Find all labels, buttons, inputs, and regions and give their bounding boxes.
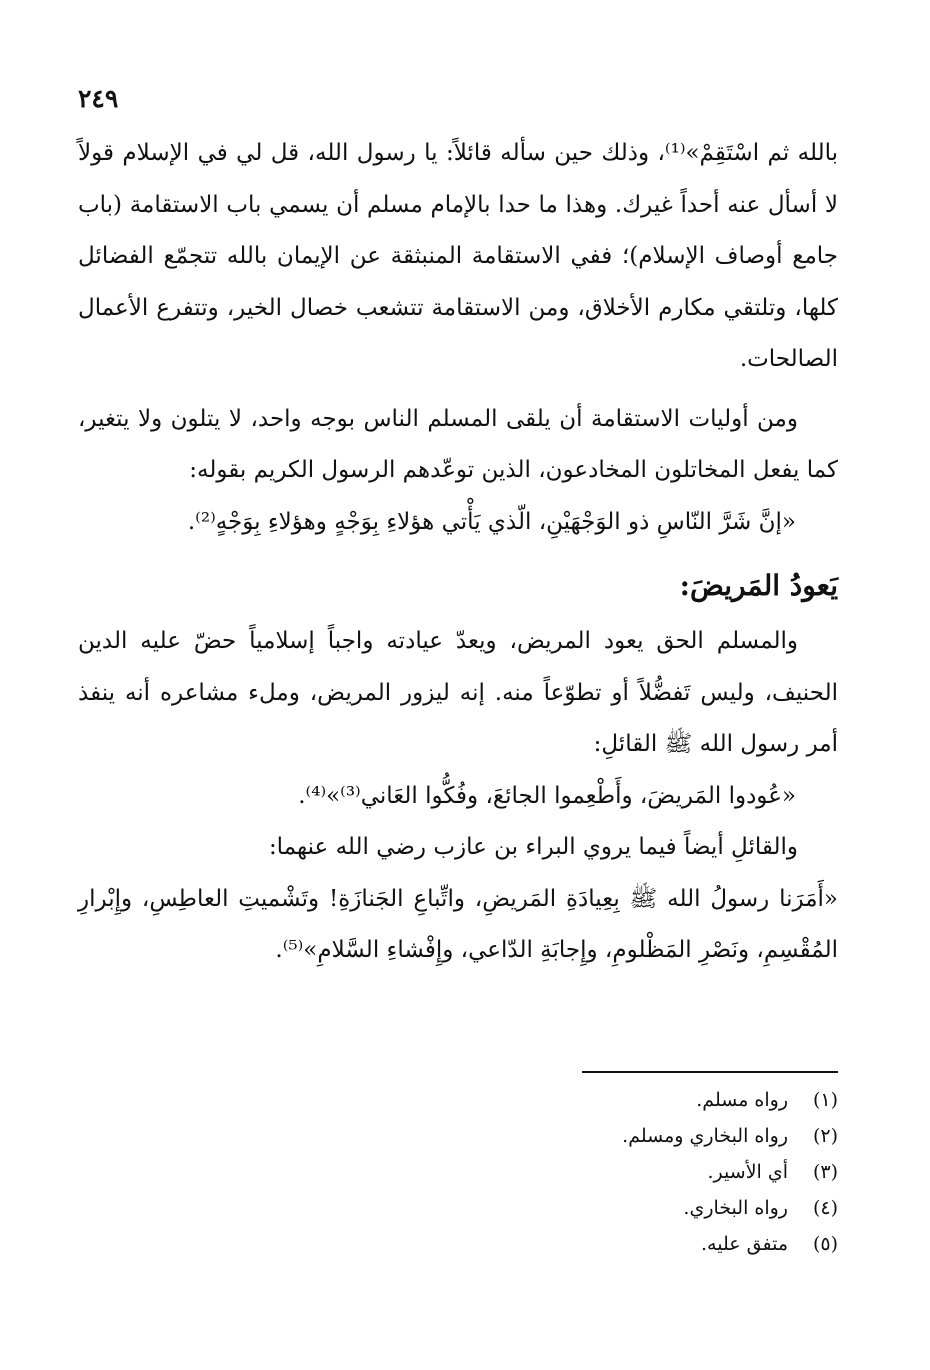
paragraph-istiqama-continuation: بالله ثم اسْتَقِمْ»⁽¹⁾، وذلك حين سأله قائلاً: يا رسول الله، قل لي في الإسلام قولاً لا أسأل عنه أحداً غيرك. وهذا ما حدا بالإمام مسلم أن يسمي باب الاستقامة (باب جامع أوصاف الإسلام)؛ ففي الاستقامة المنبثقة عن الإيمان بالله تتجمّع الفضائل كلها، وتلتقي مكارم الأخلاق، ومن الاستقامة تتشعب خصال الخير، وتتفرع الأعمال الصالحات. xyxy=(78,140,838,372)
footnote-item xyxy=(78,1118,838,1154)
footnote-text: متفق عليه. xyxy=(701,1233,788,1255)
footnote-number: (٣) xyxy=(812,1161,838,1183)
body-text xyxy=(78,128,838,977)
footnote-item xyxy=(78,1226,838,1262)
footnote-text: رواه البخاري. xyxy=(683,1197,788,1219)
footnotes-list xyxy=(78,1082,838,1262)
footnote-item xyxy=(78,1154,838,1190)
footnote-number: (٤) xyxy=(812,1197,838,1219)
paragraph-one-face: ومن أوليات الاستقامة أن يلقى المسلم الناس بوجه واحد، لا يتلون ولا يتغير، كما يفعل المخاتلون المخادعون، الذين توعّدهم الرسول الكريم بقوله: xyxy=(78,405,838,483)
footnote-item xyxy=(78,1190,838,1226)
paragraph-bara-narration: والقائلِ أيضاً فيما يروي البراء بن عازب رضي الله عنهما: xyxy=(268,834,798,860)
page-number: ٢٤٩ xyxy=(78,84,119,113)
footnote-text: رواه البخاري ومسلم. xyxy=(622,1125,788,1147)
footnote-item xyxy=(78,1082,838,1118)
footnote-text: أي الأسير. xyxy=(707,1161,788,1183)
hadith-two-faced: «إنَّ شَرَّ النّاسِ ذو الوَجْهَيْنِ، الّذي يَأْتي هؤلاءِ بِوَجْهٍ وهؤلاءِ بِوَجْهٍ⁽²⁾. xyxy=(187,508,796,535)
hadith-seven-commands: «أَمَرَنا رسولُ الله ﷺ بِعِيادَةِ المَريضِ، واتِّباعِ الجَنازَةِ! وتَشْميتِ العاطِسِ، وإِبْرارِ المُقْسِمِ، ونَصْرِ المَظْلومِ، وإِجابَةِ الدّاعي، وإِفْشاءِ السَّلامِ»⁽⁵⁾. xyxy=(78,885,838,963)
document-page xyxy=(78,0,838,1370)
footnote-number: (١) xyxy=(812,1089,838,1111)
footnote-number: (٢) xyxy=(812,1125,838,1147)
footnote-text: رواه مسلم. xyxy=(696,1089,788,1111)
paragraph-visiting-sick: والمسلم الحق يعود المريض، ويعدّ عيادته واجباً إسلامياً حضّ عليه الدين الحنيف، وليس تَفضُّلاً أو تطوّعاً منه. إنه ليزور المريض، وملء مشاعره أنه ينفذ أمر رسول الله ﷺ القائلِ: xyxy=(78,628,838,757)
footnote-divider xyxy=(582,1071,838,1073)
footnote-number: (٥) xyxy=(812,1233,838,1255)
hadith-visit-sick: «عُودوا المَريضَ، وأَطْعِموا الجائعَ، وفُكُّوا العَاني⁽³⁾»⁽⁴⁾. xyxy=(298,782,796,809)
section-heading: يَعودُ المَريضَ: xyxy=(679,569,838,602)
